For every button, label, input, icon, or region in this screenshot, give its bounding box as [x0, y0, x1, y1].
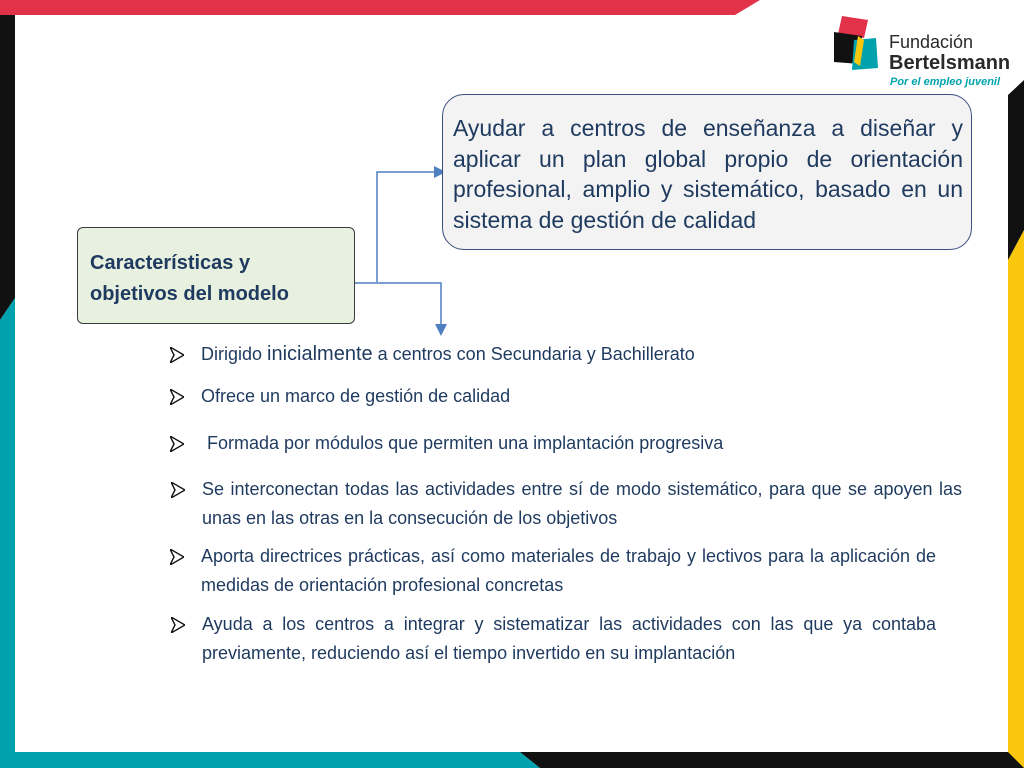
list-item: [171, 475, 962, 533]
arrowhead-bullet-icon: [170, 340, 184, 369]
arrowhead-bullet-icon: [170, 382, 184, 411]
bullet-text: Ofrece un marco de gestión de calidad: [201, 386, 511, 406]
bullet-text: Se interconectan todas las actividades entre sí de modo sistemático, para que se apoyen las unas en las otras en la consecución de los objetivos: [202, 479, 962, 528]
bullet-text: Formada por módulos que permiten una implantación progresiva: [207, 433, 724, 453]
bullet-text: Ayuda a los centros a integrar y sistematizar las actividades con las que ya contaba previamente, reduciendo así el tiempo invertido en su implantación: [202, 614, 936, 663]
bullet-text-post: a centros con Secundaria y Bachillerato: [372, 344, 695, 364]
list-item: [170, 340, 870, 369]
model-title-box: [77, 227, 355, 324]
list-item: [170, 382, 870, 411]
brand-name-line1: Fundación: [889, 32, 974, 52]
brand-name-line2: Bertelsmann: [889, 52, 1011, 74]
bullet-text-pre: Dirigido: [201, 344, 268, 364]
bullet-text-emph: inicialmente: [267, 343, 373, 365]
list-item: [170, 542, 936, 600]
arrowhead-bullet-icon: [170, 542, 184, 571]
goal-text: Ayudar a centros de enseñanza a diseñar y aplicar un plan global propio de orientación profesional, amplio y sistemático, basado en un sistema de gestión de calidad: [453, 115, 963, 233]
arrowhead-bullet-icon: [171, 610, 185, 639]
list-item: [170, 429, 870, 458]
goal-box: [442, 94, 972, 250]
model-title-line1: Características y: [90, 252, 251, 274]
bullet-text: Aporta directrices prácticas, así como materiales de trabajo y lectivos para la aplicación de medidas de orientación profesional concretas: [201, 546, 936, 595]
model-title-line2: objetivos del modelo: [90, 283, 289, 305]
list-item: [171, 610, 936, 668]
arrowhead-bullet-icon: [171, 475, 185, 504]
arrowhead-bullet-icon: [170, 429, 184, 458]
brand-tagline: Por el empleo juvenil: [890, 76, 1001, 88]
